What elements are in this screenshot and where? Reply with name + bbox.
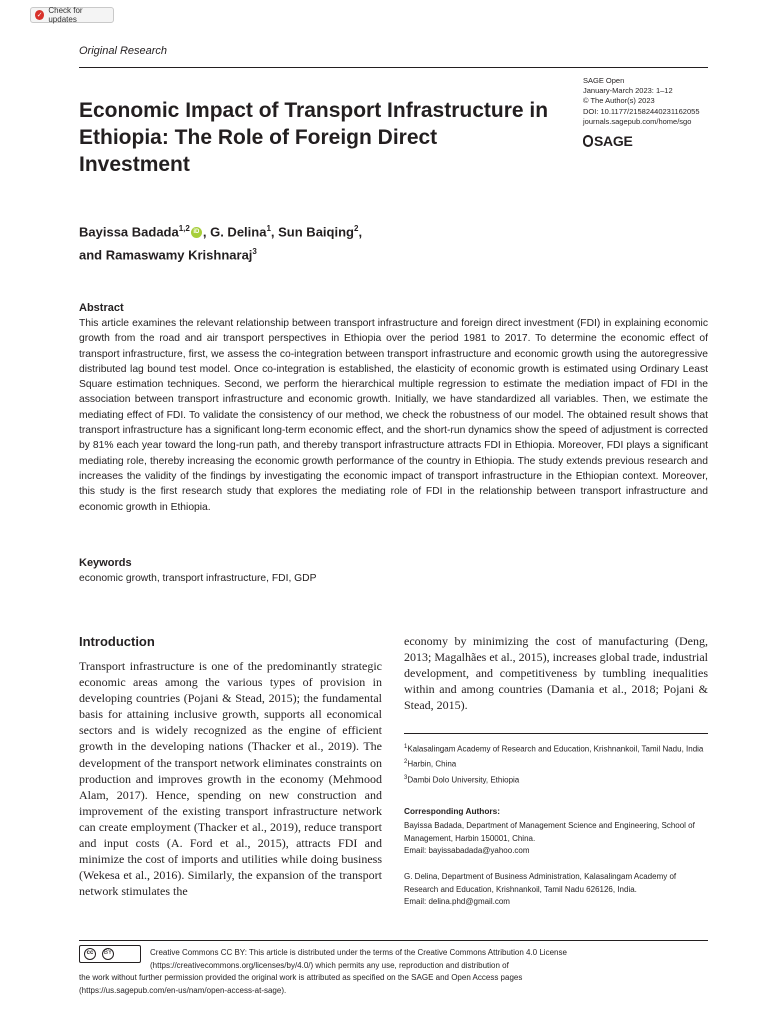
sage-logo-text: SAGE — [594, 133, 633, 149]
header-divider — [79, 67, 708, 68]
keywords-heading: Keywords — [79, 557, 132, 569]
affiliation-item — [404, 756, 708, 771]
affiliation-item — [404, 772, 708, 787]
check-for-updates-button[interactable] — [30, 7, 114, 23]
article-type-label: Original Research — [79, 45, 168, 57]
author-affiliation-mark: 3 — [252, 247, 257, 257]
affiliation-text: Harbin, China — [407, 759, 457, 769]
copyright-line: © The Author(s) 2023 — [583, 96, 655, 106]
introduction-left-column: Transport infrastructure is one of the predominantly strategic economic areas among the various types of provision in developing countries (Pojani & Stead, 2015); the fundamental basis for attaining inclusive growth, supports all economical sectors and is widely recognized as the engine of efficient growth in the developing nations (Thacker et al., 2019). The development of the transport network eliminates constraints on production and improves growth in the economy (Mehmood Alam, 2017). Hence, spending on new construction and improvement of the existing transport infrastructure network can create employment (Thacker et al., 2019), reduce transport and input costs (A. Ford et al., 2015), attracts FDI and minimize the cost of imports and utilities while doing business (Wekesa et al., 2016). Similarly, the expansion of the transport network stimulates the — [79, 659, 382, 899]
orcid-icon[interactable]: iD — [191, 227, 202, 238]
author-separator: , — [270, 224, 279, 240]
author-conjunction: and — [79, 247, 106, 263]
license-divider — [79, 940, 708, 941]
author-separator: , — [358, 224, 363, 240]
journal-homepage-link[interactable]: journals.sagepub.com/home/sgo — [583, 116, 692, 126]
journal-issue: January-March 2023: 1–12 — [583, 86, 673, 96]
author-name: Ramaswamy Krishnaraj — [105, 247, 253, 263]
author-name: Sun Baiqing — [278, 224, 354, 240]
license-line: the work without further permission provided the original work is attributed as specified on the SAGE and Open Access pages — [79, 973, 523, 983]
abstract-heading: Abstract — [79, 302, 124, 314]
affiliation-text: Kalasalingam Academy of Research and Education, Krishnankoil, Tamil Nadu, India — [407, 744, 704, 754]
affiliation-number: 2 — [404, 759, 408, 766]
author-affiliation-mark: 1,2 — [178, 224, 190, 233]
by-attribution-icon: BY — [102, 948, 114, 960]
sage-logo-icon — [583, 135, 593, 147]
affiliation-number: 3 — [404, 774, 408, 781]
open-access-link[interactable]: (https://us.sagepub.com/en-us/nam/open-access-at-sage). — [79, 985, 287, 995]
doi-link[interactable]: DOI: 10.1177/21582440231162055 — [583, 106, 700, 116]
affiliation-item — [404, 741, 708, 756]
author-separator: , — [202, 224, 211, 240]
keywords-text: economic growth, transport infrastructure, FDI, GDP — [79, 573, 317, 584]
introduction-heading: Introduction — [79, 634, 155, 649]
check-updates-label: Check for updates — [48, 6, 83, 24]
corresponding-author-address: G. Delina, Department of Business Administration, Kalasalingam Academy of Research and Education, Krishnankoil, Tamil Nadu 626126, India. — [404, 872, 677, 894]
affiliations — [404, 741, 708, 787]
introduction-right-column: economy by minimizing the cost of manufacturing (Deng, 2013; Magalhães et al., 2015), increases global trade, industrial development, and competitiveness by tumbling inequalities within and among countries (Damania et al., 2018; Pojani & Stead, 2015). — [404, 634, 708, 713]
corresponding-author-address: Bayissa Badada, Department of Management Science and Engineering, School of Management, Harbin 150001, China. — [404, 821, 695, 843]
check-updates-icon: ✓ — [36, 12, 43, 19]
author-name: Bayissa Badada — [79, 224, 179, 240]
author-name: G. Delina — [210, 224, 267, 240]
journal-info — [583, 76, 700, 127]
abstract-text: This article examines the relevant relationship between transport infrastructure and foreign direct investment (FDI) in explaining economic growth from the road and air transport perspectives in Ethiopia over the period 1981 to 2017. To determine the economic effect of transport infrastructure, first, we assess the co-integration between transport infrastructure and economic growth using the autoregressive distributed lag bound test model. Once co-integration is established, the elasticity of economic growth is estimated using Ordinary Least Square estimation techniques. Second, we perform the hierarchical multiple regression to estimate the mediation impact of FDI in the association between transport infrastructure and economic growth. Initially, we have standardized all variables. Then, we estimate the mediating effect of FDI. To validate the consistency of our method, we check the robustness of our model. The obtained result shows that transport infrastructure has a significant long-term economic effect, and the short-run dynamics show the speed of adjustment is corrected by 81% each year toward the long-run path, and thereby transport infrastructure attracts FDI in Ethiopia. Moreover, FDI plays a significant mediating role, thereby increasing the economic growth performance of the country in Ethiopia. The study extends previous research and increases the validity of the findings by investigating the economic impact of transport infrastructure in the Ethiopian context. Moreover, this study is the first research study that explores the mediating role of FDI in the relationship between transport infrastructure and economic growth in Ethiopia. — [79, 318, 708, 513]
sage-logo — [583, 133, 632, 149]
affiliation-number: 1 — [404, 744, 408, 750]
journal-name: SAGE Open — [583, 76, 625, 85]
corresponding-author-email[interactable]: Email: bayissabadada@yahoo.com — [404, 846, 530, 856]
author-affiliation-mark: 1 — [266, 224, 271, 233]
cc-icon: cc — [84, 948, 96, 960]
footnote-divider — [404, 733, 708, 734]
license-line: Creative Commons CC BY: This article is distributed under the terms of the Creative Commons Attribution 4.0 License — [150, 948, 567, 957]
corresponding-author-1 — [404, 820, 708, 858]
corresponding-authors-heading: Corresponding Authors: — [404, 806, 501, 816]
license-text — [79, 947, 708, 997]
corresponding-author-email[interactable]: Email: delina.phd@gmail.com — [404, 897, 510, 907]
author-list — [79, 219, 499, 266]
author-affiliation-mark: 2 — [353, 224, 359, 233]
article-title: Economic Impact of Transport Infrastructure in Ethiopia: The Role of Foreign Direct Investment — [79, 99, 549, 176]
license-url-link[interactable]: (https://creativecommons.org/licenses/by/4.0/) which permits any use, reproduction and distribution of — [150, 960, 509, 970]
affiliation-text: Dambi Dolo University, Ethiopia — [407, 775, 520, 785]
corresponding-author-2 — [404, 871, 708, 909]
